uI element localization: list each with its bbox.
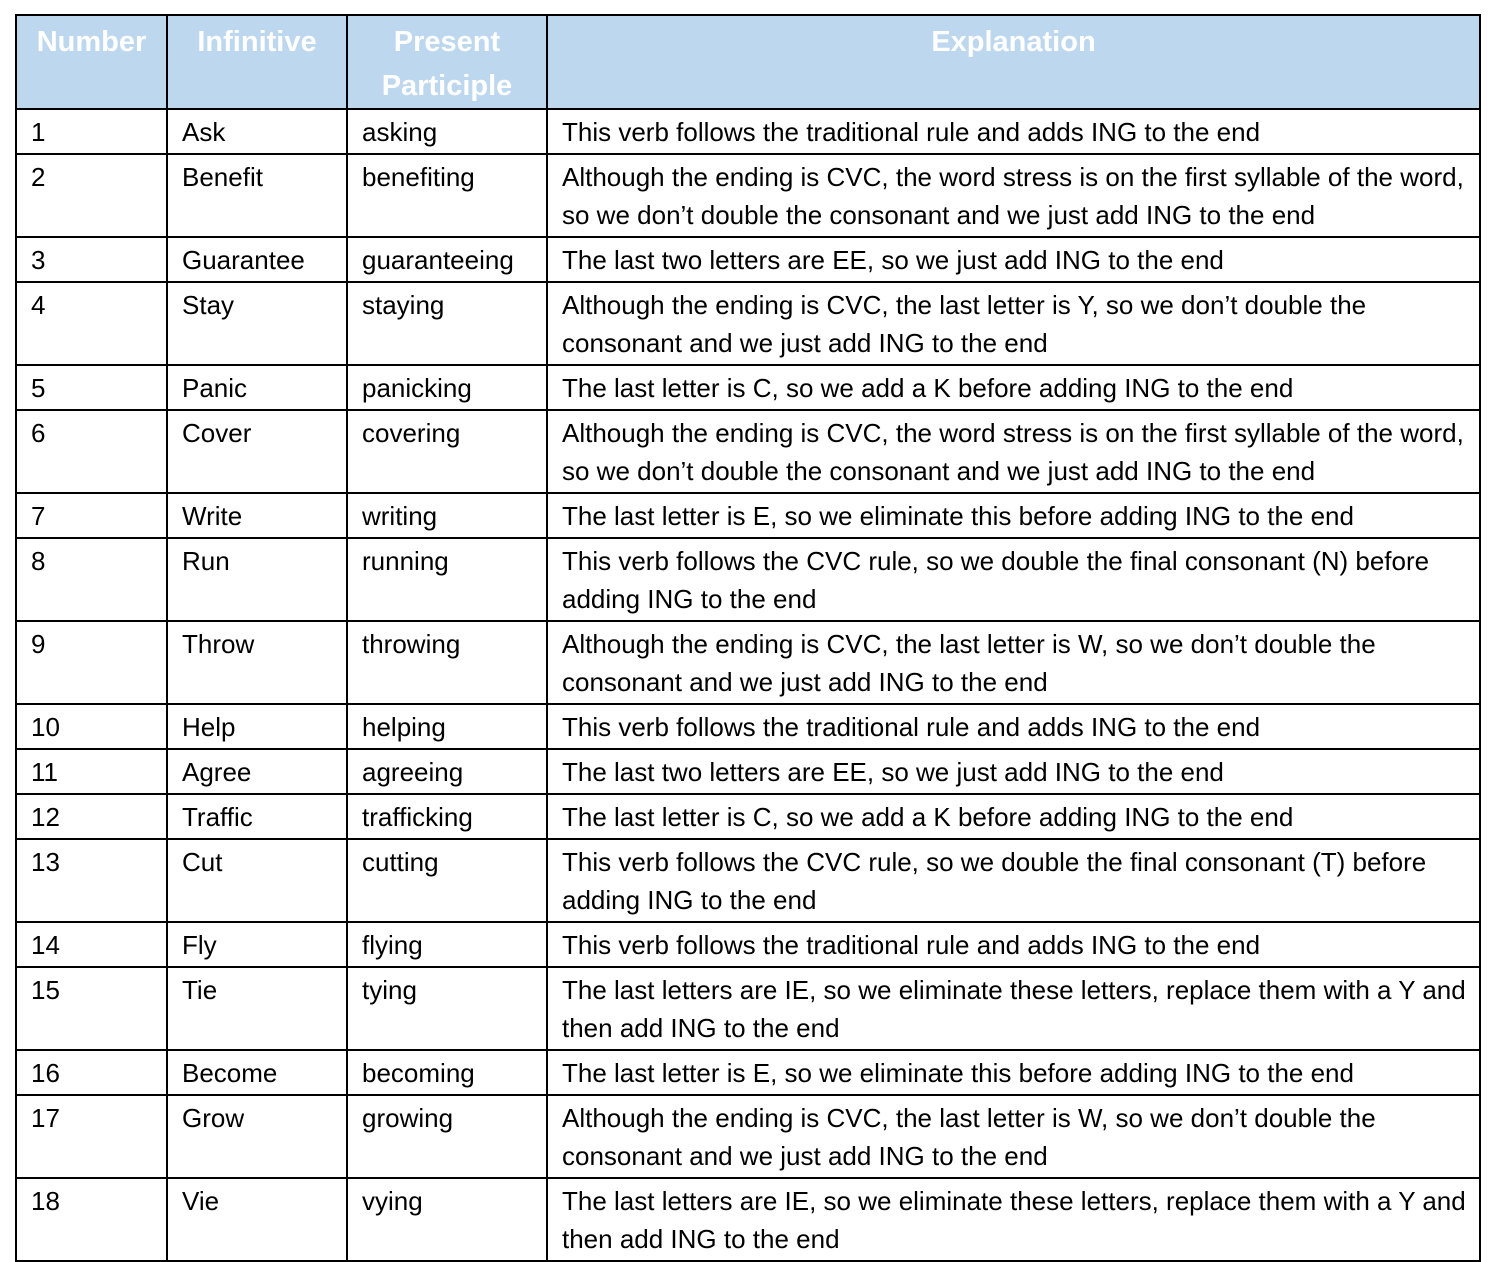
- cell-present-participle: agreeing: [347, 749, 547, 794]
- cell-infinitive: Fly: [167, 922, 347, 967]
- cell-explanation: This verb follows the traditional rule and adds ING to the end: [547, 704, 1480, 749]
- cell-infinitive: Tie: [167, 967, 347, 1050]
- cell-infinitive: Grow: [167, 1095, 347, 1178]
- cell-number: 6: [16, 410, 167, 493]
- header-explanation: Explanation: [547, 15, 1480, 109]
- cell-present-participle: throwing: [347, 621, 547, 704]
- cell-explanation: The last letter is E, so we eliminate this before adding ING to the end: [547, 493, 1480, 538]
- cell-explanation: This verb follows the CVC rule, so we double the final consonant (N) before adding ING to the end: [547, 538, 1480, 621]
- cell-present-participle: becoming: [347, 1050, 547, 1095]
- cell-infinitive: Help: [167, 704, 347, 749]
- table-row: [16, 704, 1480, 749]
- cell-present-participle: guaranteeing: [347, 237, 547, 282]
- cell-present-participle: vying: [347, 1178, 547, 1261]
- cell-number: 12: [16, 794, 167, 839]
- cell-number: 17: [16, 1095, 167, 1178]
- cell-explanation: The last two letters are EE, so we just add ING to the end: [547, 749, 1480, 794]
- cell-infinitive: Cover: [167, 410, 347, 493]
- cell-infinitive: Vie: [167, 1178, 347, 1261]
- table-row: [16, 109, 1480, 154]
- header-infinitive: Infinitive: [167, 15, 347, 109]
- table-row: [16, 1095, 1480, 1178]
- cell-explanation: This verb follows the CVC rule, so we double the final consonant (T) before adding ING to the end: [547, 839, 1480, 922]
- cell-infinitive: Guarantee: [167, 237, 347, 282]
- table-row: [16, 237, 1480, 282]
- table-row: [16, 538, 1480, 621]
- cell-number: 7: [16, 493, 167, 538]
- cell-infinitive: Throw: [167, 621, 347, 704]
- cell-number: 8: [16, 538, 167, 621]
- cell-infinitive: Run: [167, 538, 347, 621]
- cell-present-participle: panicking: [347, 365, 547, 410]
- cell-number: 13: [16, 839, 167, 922]
- table-row: [16, 794, 1480, 839]
- cell-explanation: The last letter is E, so we eliminate this before adding ING to the end: [547, 1050, 1480, 1095]
- cell-present-participle: running: [347, 538, 547, 621]
- cell-number: 15: [16, 967, 167, 1050]
- cell-infinitive: Become: [167, 1050, 347, 1095]
- cell-infinitive: Benefit: [167, 154, 347, 237]
- cell-number: 3: [16, 237, 167, 282]
- cell-explanation: The last letters are IE, so we eliminate these letters, replace them with a Y and then add ING to the end: [547, 1178, 1480, 1261]
- cell-present-participle: growing: [347, 1095, 547, 1178]
- cell-infinitive: Agree: [167, 749, 347, 794]
- cell-infinitive: Traffic: [167, 794, 347, 839]
- cell-present-participle: benefiting: [347, 154, 547, 237]
- cell-present-participle: staying: [347, 282, 547, 365]
- cell-infinitive: Ask: [167, 109, 347, 154]
- table-row: [16, 154, 1480, 237]
- cell-present-participle: asking: [347, 109, 547, 154]
- cell-present-participle: tying: [347, 967, 547, 1050]
- table-row: [16, 282, 1480, 365]
- table-row: [16, 1050, 1480, 1095]
- cell-infinitive: Panic: [167, 365, 347, 410]
- cell-number: 14: [16, 922, 167, 967]
- header-number: Number: [16, 15, 167, 109]
- table-row: [16, 365, 1480, 410]
- table-row: [16, 621, 1480, 704]
- cell-infinitive: Stay: [167, 282, 347, 365]
- cell-present-participle: helping: [347, 704, 547, 749]
- cell-explanation: This verb follows the traditional rule and adds ING to the end: [547, 922, 1480, 967]
- cell-explanation: This verb follows the traditional rule and adds ING to the end: [547, 109, 1480, 154]
- table-row: [16, 493, 1480, 538]
- cell-number: 10: [16, 704, 167, 749]
- table-row: [16, 967, 1480, 1050]
- cell-explanation: The last letter is C, so we add a K before adding ING to the end: [547, 794, 1480, 839]
- table-row: [16, 922, 1480, 967]
- cell-explanation: The last letters are IE, so we eliminate these letters, replace them with a Y and then add ING to the end: [547, 967, 1480, 1050]
- cell-explanation: The last letter is C, so we add a K before adding ING to the end: [547, 365, 1480, 410]
- cell-number: 9: [16, 621, 167, 704]
- cell-present-participle: writing: [347, 493, 547, 538]
- table-row: [16, 1178, 1480, 1261]
- cell-present-participle: covering: [347, 410, 547, 493]
- header-row: [16, 15, 1480, 109]
- cell-number: 1: [16, 109, 167, 154]
- cell-explanation: Although the ending is CVC, the last letter is Y, so we don’t double the consonant and we just add ING to the end: [547, 282, 1480, 365]
- cell-number: 18: [16, 1178, 167, 1261]
- header-present-participle: Present Participle: [347, 15, 547, 109]
- cell-explanation: Although the ending is CVC, the word stress is on the first syllable of the word, so we don’t double the consonant and we just add ING to the end: [547, 154, 1480, 237]
- cell-present-participle: flying: [347, 922, 547, 967]
- cell-explanation: The last two letters are EE, so we just add ING to the end: [547, 237, 1480, 282]
- cell-explanation: Although the ending is CVC, the last letter is W, so we don’t double the consonant and we just add ING to the end: [547, 621, 1480, 704]
- cell-number: 16: [16, 1050, 167, 1095]
- cell-present-participle: trafficking: [347, 794, 547, 839]
- table-row: [16, 839, 1480, 922]
- cell-number: 11: [16, 749, 167, 794]
- cell-present-participle: cutting: [347, 839, 547, 922]
- table-row: [16, 749, 1480, 794]
- verb-ing-table: [15, 14, 1481, 1262]
- table-row: [16, 410, 1480, 493]
- cell-number: 2: [16, 154, 167, 237]
- verb-table-container: [15, 14, 1481, 1262]
- cell-explanation: Although the ending is CVC, the last letter is W, so we don’t double the consonant and we just add ING to the end: [547, 1095, 1480, 1178]
- cell-infinitive: Write: [167, 493, 347, 538]
- cell-number: 4: [16, 282, 167, 365]
- cell-infinitive: Cut: [167, 839, 347, 922]
- cell-explanation: Although the ending is CVC, the word stress is on the first syllable of the word, so we don’t double the consonant and we just add ING to the end: [547, 410, 1480, 493]
- cell-number: 5: [16, 365, 167, 410]
